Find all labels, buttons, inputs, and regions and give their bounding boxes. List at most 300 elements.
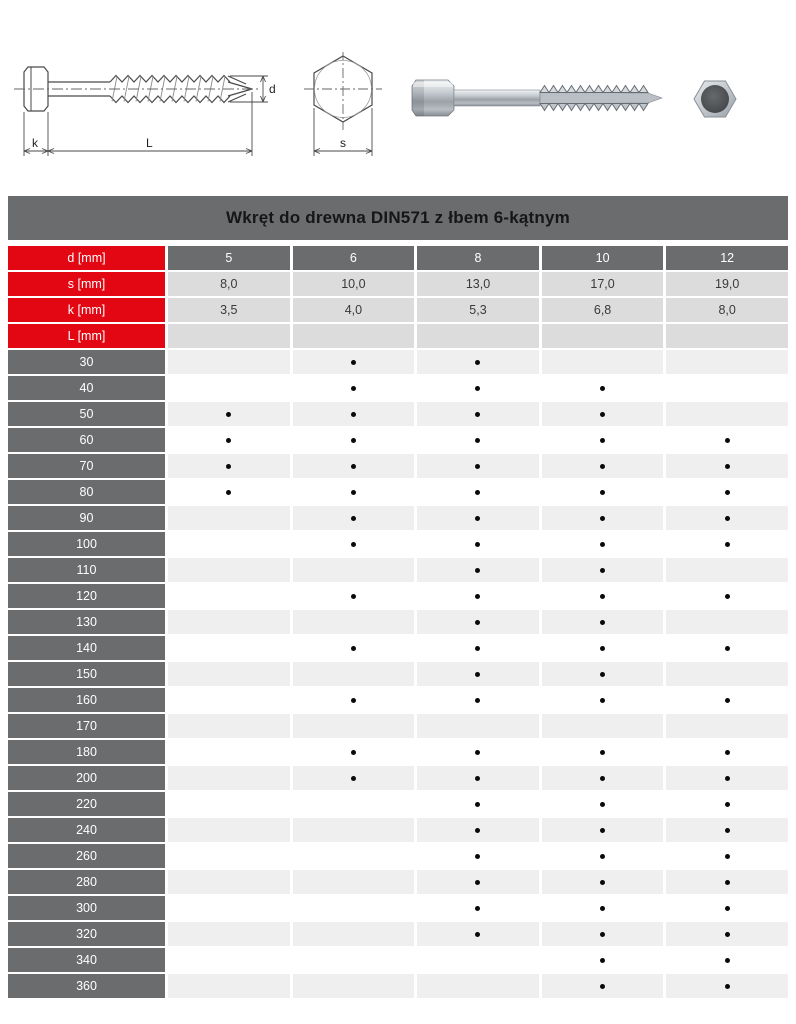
availability-cell	[417, 766, 539, 790]
availability-dot-icon	[600, 698, 605, 703]
dim-label-s: s	[340, 136, 346, 150]
availability-cell	[417, 818, 539, 842]
availability-cell	[417, 610, 539, 634]
spec-value-cell	[293, 324, 415, 348]
length-label: 160	[8, 688, 165, 712]
screw-shank	[454, 90, 540, 106]
spec-value-cell: 17,0	[542, 272, 664, 296]
availability-dot-icon	[600, 620, 605, 625]
availability-cell	[666, 792, 788, 816]
availability-cell	[293, 480, 415, 504]
availability-dot-icon	[351, 646, 356, 651]
figure-strip	[0, 0, 796, 195]
availability-cell	[293, 662, 415, 686]
availability-cell	[168, 480, 290, 504]
length-label: 300	[8, 896, 165, 920]
spec-value-cell: 8,0	[666, 298, 788, 322]
length-label: 150	[8, 662, 165, 686]
availability-dot-icon	[725, 958, 730, 963]
availability-dot-icon	[475, 490, 480, 495]
availability-dot-icon	[475, 802, 480, 807]
availability-cell	[293, 766, 415, 790]
diameter-header-cell: 5	[168, 246, 290, 270]
availability-dot-icon	[600, 516, 605, 521]
length-label: 360	[8, 974, 165, 998]
availability-dot-icon	[226, 412, 231, 417]
spec-value-cell: 6,8	[542, 298, 664, 322]
availability-cell	[293, 558, 415, 582]
availability-dot-icon	[475, 464, 480, 469]
availability-dot-icon	[226, 464, 231, 469]
diameter-header-cell: 8	[417, 246, 539, 270]
availability-cell	[168, 896, 290, 920]
length-label: 220	[8, 792, 165, 816]
availability-cell	[666, 454, 788, 478]
availability-cell	[666, 844, 788, 868]
availability-dot-icon	[475, 438, 480, 443]
row-label: L [mm]	[8, 324, 165, 348]
spec-value-cell	[417, 324, 539, 348]
availability-dot-icon	[725, 646, 730, 651]
availability-dot-icon	[600, 672, 605, 677]
availability-dot-icon	[600, 542, 605, 547]
availability-cell	[168, 948, 290, 972]
availability-dot-icon	[725, 516, 730, 521]
availability-cell	[293, 714, 415, 738]
availability-dot-icon	[725, 490, 730, 495]
availability-cell	[417, 532, 539, 556]
availability-cell	[168, 428, 290, 452]
availability-cell	[542, 532, 664, 556]
availability-cell	[293, 792, 415, 816]
table-row	[8, 844, 788, 868]
availability-cell	[666, 506, 788, 530]
availability-cell	[293, 818, 415, 842]
availability-cell	[666, 714, 788, 738]
availability-cell	[293, 506, 415, 530]
availability-cell	[417, 376, 539, 400]
length-label: 280	[8, 870, 165, 894]
availability-cell	[293, 532, 415, 556]
length-label: 170	[8, 714, 165, 738]
table-title: Wkręt do drewna DIN571 z łbem 6-kątnym	[8, 196, 788, 240]
availability-cell	[666, 766, 788, 790]
availability-cell	[417, 558, 539, 582]
availability-cell	[417, 844, 539, 868]
diameter-header-cell: 6	[293, 246, 415, 270]
availability-cell	[666, 376, 788, 400]
availability-cell	[417, 480, 539, 504]
technical-drawing-hex-head	[298, 52, 390, 168]
table-row	[8, 428, 788, 452]
table-row	[8, 402, 788, 426]
availability-dot-icon	[725, 906, 730, 911]
spec-value-cell: 5,3	[417, 298, 539, 322]
availability-cell	[542, 896, 664, 920]
availability-cell	[293, 870, 415, 894]
availability-cell	[542, 766, 664, 790]
availability-cell	[168, 584, 290, 608]
availability-cell	[542, 922, 664, 946]
availability-cell	[666, 402, 788, 426]
availability-cell	[666, 662, 788, 686]
availability-cell	[417, 792, 539, 816]
availability-cell	[293, 922, 415, 946]
dim-label-d: d	[269, 82, 276, 96]
availability-dot-icon	[600, 984, 605, 989]
table-row	[8, 636, 788, 660]
availability-dot-icon	[226, 490, 231, 495]
availability-cell	[542, 558, 664, 582]
availability-dot-icon	[226, 438, 231, 443]
photo-screw-side	[410, 70, 675, 130]
screw-thread-core	[540, 92, 662, 104]
table-row	[8, 532, 788, 556]
availability-cell	[666, 870, 788, 894]
table-row	[8, 688, 788, 712]
availability-cell	[417, 506, 539, 530]
availability-cell	[168, 818, 290, 842]
table-row	[8, 792, 788, 816]
availability-cell	[293, 428, 415, 452]
availability-dot-icon	[725, 750, 730, 755]
availability-dot-icon	[475, 386, 480, 391]
availability-dot-icon	[600, 438, 605, 443]
availability-cell	[542, 740, 664, 764]
availability-dot-icon	[351, 438, 356, 443]
availability-cell	[542, 428, 664, 452]
availability-dot-icon	[351, 750, 356, 755]
availability-dot-icon	[725, 828, 730, 833]
availability-cell	[542, 662, 664, 686]
table-row	[8, 818, 788, 842]
length-label: 70	[8, 454, 165, 478]
availability-dot-icon	[475, 750, 480, 755]
length-label: 60	[8, 428, 165, 452]
availability-dot-icon	[600, 958, 605, 963]
table-row	[8, 922, 788, 946]
availability-cell	[542, 870, 664, 894]
availability-cell	[168, 922, 290, 946]
availability-cell	[168, 844, 290, 868]
availability-dot-icon	[600, 464, 605, 469]
availability-dot-icon	[475, 776, 480, 781]
availability-cell	[168, 636, 290, 660]
availability-cell	[417, 974, 539, 998]
availability-cell	[542, 818, 664, 842]
availability-dot-icon	[600, 568, 605, 573]
availability-cell	[417, 688, 539, 712]
availability-cell	[293, 402, 415, 426]
length-label: 80	[8, 480, 165, 504]
availability-cell	[293, 974, 415, 998]
dimension-k-L	[24, 92, 252, 156]
diameter-header-cell: 10	[542, 246, 664, 270]
photo-hex-head-top	[690, 76, 740, 124]
availability-dot-icon	[475, 542, 480, 547]
availability-cell	[666, 740, 788, 764]
spec-row	[8, 272, 788, 296]
availability-dot-icon	[475, 672, 480, 677]
availability-dot-icon	[600, 932, 605, 937]
length-label: 240	[8, 818, 165, 842]
availability-cell	[666, 922, 788, 946]
table-row	[8, 714, 788, 738]
availability-cell	[666, 480, 788, 504]
availability-cell	[417, 454, 539, 478]
length-label: 120	[8, 584, 165, 608]
availability-dot-icon	[475, 594, 480, 599]
availability-cell	[417, 922, 539, 946]
length-label: 110	[8, 558, 165, 582]
spec-value-cell	[666, 324, 788, 348]
availability-dot-icon	[725, 698, 730, 703]
availability-dot-icon	[600, 594, 605, 599]
availability-cell	[666, 636, 788, 660]
length-label: 140	[8, 636, 165, 660]
table-row	[8, 376, 788, 400]
availability-cell	[666, 688, 788, 712]
availability-cell	[168, 792, 290, 816]
table-row	[8, 610, 788, 634]
availability-dot-icon	[600, 646, 605, 651]
availability-dot-icon	[351, 516, 356, 521]
availability-cell	[293, 376, 415, 400]
spec-value-cell: 3,5	[168, 298, 290, 322]
availability-cell	[293, 584, 415, 608]
availability-dot-icon	[475, 906, 480, 911]
row-label: k [mm]	[8, 298, 165, 322]
availability-dot-icon	[725, 542, 730, 547]
table-row	[8, 766, 788, 790]
length-label: 40	[8, 376, 165, 400]
row-label: d [mm]	[8, 246, 165, 270]
availability-cell	[666, 818, 788, 842]
length-label: 30	[8, 350, 165, 374]
availability-dot-icon	[351, 360, 356, 365]
availability-dot-icon	[475, 646, 480, 651]
availability-cell	[542, 584, 664, 608]
availability-dot-icon	[725, 984, 730, 989]
table-row	[8, 558, 788, 582]
availability-dot-icon	[475, 412, 480, 417]
availability-cell	[542, 636, 664, 660]
availability-cell	[542, 610, 664, 634]
availability-dot-icon	[725, 438, 730, 443]
availability-cell	[168, 532, 290, 556]
length-label: 100	[8, 532, 165, 556]
availability-cell	[417, 714, 539, 738]
length-label: 130	[8, 610, 165, 634]
availability-dot-icon	[725, 880, 730, 885]
length-label: 180	[8, 740, 165, 764]
availability-cell	[542, 688, 664, 712]
spec-value-cell	[542, 324, 664, 348]
availability-dot-icon	[475, 698, 480, 703]
availability-cell	[168, 376, 290, 400]
availability-dot-icon	[600, 386, 605, 391]
length-label: 200	[8, 766, 165, 790]
availability-cell	[666, 610, 788, 634]
availability-dot-icon	[351, 698, 356, 703]
availability-dot-icon	[725, 802, 730, 807]
availability-cell	[417, 896, 539, 920]
head-face	[701, 85, 729, 113]
availability-cell	[417, 948, 539, 972]
availability-dot-icon	[725, 854, 730, 859]
availability-cell	[417, 740, 539, 764]
table-row	[8, 948, 788, 972]
spec-row	[8, 324, 788, 348]
availability-cell	[293, 688, 415, 712]
table-row	[8, 506, 788, 530]
availability-cell	[417, 402, 539, 426]
spec-row	[8, 298, 788, 322]
availability-dot-icon	[475, 360, 480, 365]
availability-cell	[168, 454, 290, 478]
availability-cell	[417, 584, 539, 608]
availability-cell	[168, 558, 290, 582]
availability-dot-icon	[600, 802, 605, 807]
dim-label-L: L	[146, 136, 153, 150]
availability-dot-icon	[475, 568, 480, 573]
table-row	[8, 896, 788, 920]
availability-cell	[542, 454, 664, 478]
table-row	[8, 350, 788, 374]
availability-dot-icon	[600, 906, 605, 911]
availability-cell	[542, 376, 664, 400]
length-label: 90	[8, 506, 165, 530]
availability-dot-icon	[600, 828, 605, 833]
availability-cell	[666, 896, 788, 920]
availability-dot-icon	[475, 620, 480, 625]
table-row	[8, 584, 788, 608]
availability-dot-icon	[600, 412, 605, 417]
availability-cell	[666, 532, 788, 556]
length-label: 340	[8, 948, 165, 972]
availability-dot-icon	[475, 932, 480, 937]
spec-value-cell: 13,0	[417, 272, 539, 296]
availability-cell	[417, 636, 539, 660]
table-row	[8, 974, 788, 998]
availability-dot-icon	[600, 490, 605, 495]
availability-cell	[168, 610, 290, 634]
availability-cell	[666, 350, 788, 374]
spec-value-cell: 4,0	[293, 298, 415, 322]
availability-cell	[417, 428, 539, 452]
availability-dot-icon	[600, 750, 605, 755]
spec-value-cell: 19,0	[666, 272, 788, 296]
availability-cell	[168, 870, 290, 894]
availability-cell	[168, 714, 290, 738]
availability-dot-icon	[725, 776, 730, 781]
technical-drawing-screw-side	[10, 52, 278, 168]
availability-cell	[168, 740, 290, 764]
availability-dot-icon	[351, 776, 356, 781]
dim-label-k: k	[32, 136, 38, 150]
availability-dot-icon	[600, 854, 605, 859]
table-row	[8, 480, 788, 504]
table-row	[8, 454, 788, 478]
availability-cell	[666, 948, 788, 972]
length-label: 260	[8, 844, 165, 868]
availability-cell	[168, 688, 290, 712]
availability-cell	[168, 974, 290, 998]
spec-row	[8, 246, 788, 270]
availability-dot-icon	[351, 490, 356, 495]
availability-cell	[417, 350, 539, 374]
availability-cell	[542, 844, 664, 868]
availability-cell	[542, 948, 664, 972]
spec-value-cell: 8,0	[168, 272, 290, 296]
availability-cell	[542, 974, 664, 998]
row-label: s [mm]	[8, 272, 165, 296]
length-label: 320	[8, 922, 165, 946]
availability-cell	[542, 714, 664, 738]
availability-cell	[417, 662, 539, 686]
availability-cell	[168, 350, 290, 374]
availability-dot-icon	[351, 386, 356, 391]
availability-cell	[293, 740, 415, 764]
availability-cell	[293, 454, 415, 478]
availability-cell	[542, 506, 664, 530]
availability-cell	[168, 506, 290, 530]
availability-cell	[168, 662, 290, 686]
availability-dot-icon	[475, 828, 480, 833]
availability-cell	[293, 350, 415, 374]
availability-cell	[293, 636, 415, 660]
availability-cell	[168, 402, 290, 426]
availability-dot-icon	[725, 464, 730, 469]
availability-dot-icon	[725, 932, 730, 937]
availability-cell	[542, 402, 664, 426]
availability-cell	[293, 948, 415, 972]
availability-cell	[666, 974, 788, 998]
table-row	[8, 870, 788, 894]
spec-value-cell	[168, 324, 290, 348]
availability-cell	[542, 480, 664, 504]
availability-dot-icon	[475, 880, 480, 885]
availability-cell	[666, 584, 788, 608]
availability-dot-icon	[351, 464, 356, 469]
availability-rows	[8, 350, 788, 998]
availability-cell	[168, 766, 290, 790]
availability-cell	[542, 792, 664, 816]
availability-dot-icon	[351, 412, 356, 417]
availability-cell	[542, 350, 664, 374]
availability-cell	[293, 844, 415, 868]
spec-value-cell: 10,0	[293, 272, 415, 296]
product-table	[8, 196, 788, 1000]
availability-cell	[666, 428, 788, 452]
availability-cell	[417, 870, 539, 894]
availability-dot-icon	[475, 854, 480, 859]
table-row	[8, 740, 788, 764]
diameter-header-cell: 12	[666, 246, 788, 270]
availability-cell	[293, 610, 415, 634]
table-row	[8, 662, 788, 686]
availability-dot-icon	[351, 542, 356, 547]
spec-rows	[8, 246, 788, 348]
availability-dot-icon	[600, 776, 605, 781]
length-label: 50	[8, 402, 165, 426]
availability-cell	[666, 558, 788, 582]
availability-dot-icon	[351, 594, 356, 599]
availability-dot-icon	[475, 516, 480, 521]
availability-dot-icon	[725, 594, 730, 599]
availability-cell	[293, 896, 415, 920]
availability-dot-icon	[600, 880, 605, 885]
